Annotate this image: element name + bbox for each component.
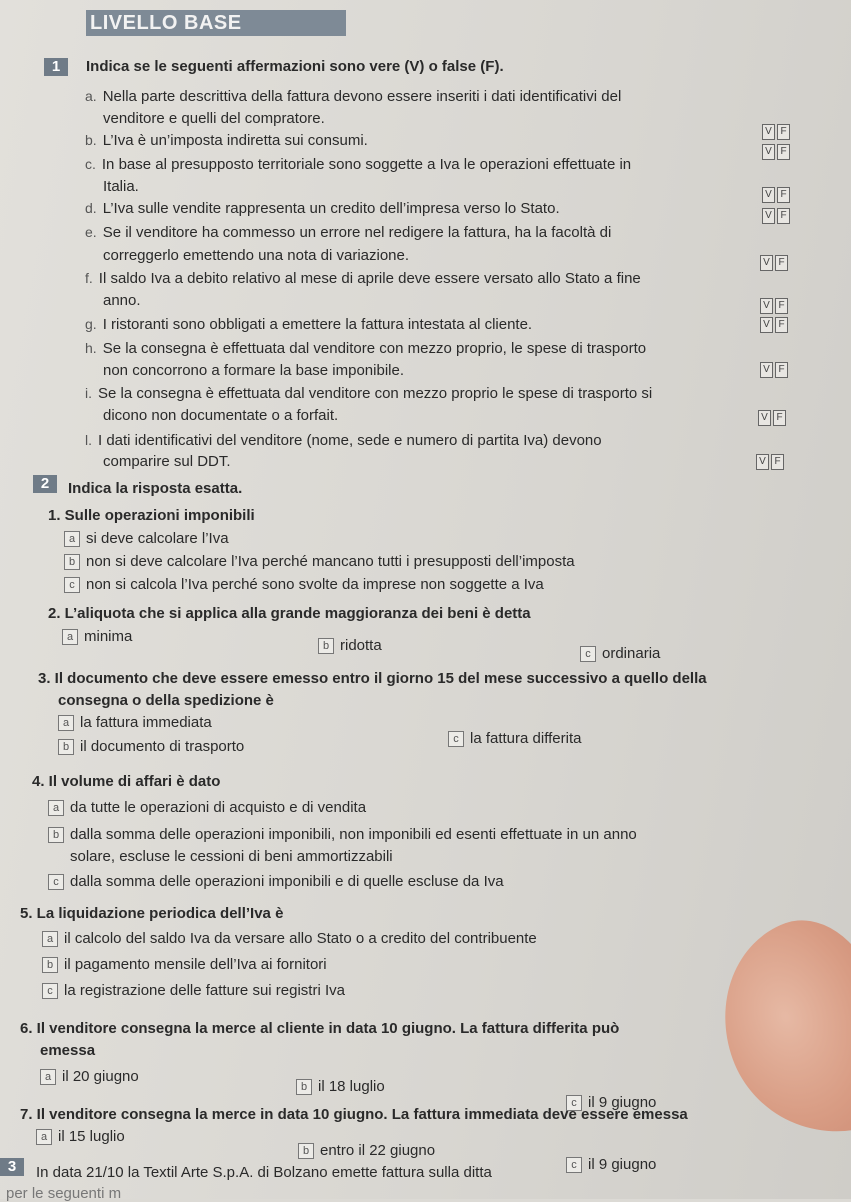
statement-text: L’Iva sulle vendite rappresenta un credito dell’impresa verso lo Stato. <box>102 200 560 217</box>
q7-option-b-text: entro il 22 giugno <box>320 1142 436 1159</box>
section-1-title: Indica se le seguenti affermazioni sono vere (V) o false (F). <box>86 58 504 75</box>
statement-text: anno. <box>103 292 141 309</box>
statement-1-continuation <box>103 110 325 127</box>
q2-option-c[interactable] <box>580 645 660 662</box>
question-6-line-1: 6. Il venditore consegna la merce al cliente in data 10 giugno. La fattura differita può <box>20 1020 620 1037</box>
q3-option-c-text: la fattura differita <box>470 730 582 747</box>
option-c-box: c <box>566 1095 582 1111</box>
statement-text: venditore e quelli del compratore. <box>103 110 325 127</box>
q7-option-b[interactable] <box>298 1142 435 1159</box>
false-box[interactable]: F <box>777 208 790 224</box>
statement-text: correggerlo emettendo una nota di variazione. <box>103 247 410 264</box>
true-false-boxes <box>762 124 790 140</box>
question-7: 7. Il venditore consegna la merce in data 10 giugno. La fattura immediata deve essere emessa <box>20 1106 688 1123</box>
statement-10 <box>85 432 602 449</box>
q5-option-b[interactable] <box>42 956 327 973</box>
q5-option-a-text: il calcolo del saldo Iva da versare allo Stato o a credito del contribuente <box>64 930 537 947</box>
option-b-box: b <box>58 739 74 755</box>
option-a-box: a <box>48 800 64 816</box>
question-2: 2. L’aliquota che si applica alla grande maggioranza dei beni è detta <box>48 605 531 622</box>
true-box[interactable]: V <box>758 410 771 426</box>
option-a-box: a <box>40 1069 56 1085</box>
statement-4 <box>85 200 560 217</box>
q6-option-b[interactable] <box>296 1078 385 1095</box>
q2-option-a-text: minima <box>84 628 133 645</box>
statement-8 <box>85 340 646 357</box>
statement-letter: f. <box>85 270 93 286</box>
statement-letter: a. <box>85 88 97 104</box>
q4-option-a-text: da tutte le operazioni di acquisto e di vendita <box>70 799 367 816</box>
option-b-box: b <box>64 554 80 570</box>
q5-option-c[interactable] <box>42 982 345 999</box>
q4-option-b-continuation: solare, escluse le cessioni di beni ammortizzabili <box>70 848 393 865</box>
statement-text: Se il venditore ha commesso un errore nel redigere la fattura, ha la facoltà di <box>102 224 612 241</box>
option-c-box: c <box>42 983 58 999</box>
true-false-boxes <box>760 362 788 378</box>
true-box[interactable]: V <box>762 208 775 224</box>
true-box[interactable]: V <box>756 454 769 470</box>
option-b-box: b <box>296 1079 312 1095</box>
statement-letter: i. <box>85 385 92 401</box>
q2-option-a[interactable] <box>62 628 132 645</box>
statement-letter: e. <box>85 224 97 240</box>
question-1: 1. Sulle operazioni imponibili <box>48 507 255 524</box>
statement-letter: c. <box>85 156 96 172</box>
false-box[interactable]: F <box>773 410 786 426</box>
question-4: 4. Il volume di affari è dato <box>32 773 221 790</box>
true-box[interactable]: V <box>762 124 775 140</box>
q1-option-a-text: si deve calcolare l’Iva <box>86 530 229 547</box>
section-2-number: 2 <box>33 475 57 493</box>
statement-2 <box>85 132 368 149</box>
statement-text: Se la consegna è effettuata dal venditore con mezzo proprio le spese di trasporto si <box>98 385 653 402</box>
q5-option-b-text: il pagamento mensile dell’Iva ai fornitori <box>64 956 327 973</box>
q6-option-a[interactable] <box>40 1068 139 1085</box>
q2-option-c-text: ordinaria <box>602 645 661 662</box>
option-b-box: b <box>298 1143 314 1159</box>
section-3-line-1: In data 21/10 la Textil Arte S.p.A. di Bolzano emette fattura sulla ditta <box>36 1164 492 1181</box>
false-box[interactable]: F <box>777 144 790 160</box>
true-false-boxes <box>760 255 788 271</box>
true-box[interactable]: V <box>760 362 773 378</box>
statement-text: I dati identificativi del venditore (nome, sede e numero di partita Iva) devono <box>98 432 602 449</box>
false-box[interactable]: F <box>775 317 788 333</box>
q6-option-a-text: il 20 giugno <box>62 1068 139 1085</box>
true-false-boxes <box>760 298 788 314</box>
true-false-boxes <box>762 144 790 160</box>
section-1-number: 1 <box>44 58 68 76</box>
section-3-number: 3 <box>0 1158 24 1176</box>
option-c-box: c <box>48 874 64 890</box>
option-c-box: c <box>566 1157 582 1173</box>
false-box[interactable]: F <box>775 298 788 314</box>
question-3-line-2: consegna o della spedizione è <box>58 692 274 709</box>
statement-text: In base al presupposto territoriale sono soggette a Iva le operazioni effettuate in <box>101 156 632 173</box>
q2-option-b-text: ridotta <box>340 637 382 654</box>
statement-6-continuation <box>103 292 141 309</box>
statement-3-continuation <box>103 178 139 195</box>
statement-5 <box>85 224 611 241</box>
q1-option-c-text: non si calcola l’Iva perché sono svolte da imprese non soggette a Iva <box>86 576 544 593</box>
true-false-boxes <box>760 317 788 333</box>
question-6-line-2: emessa <box>40 1042 96 1059</box>
q3-option-a[interactable] <box>58 714 212 731</box>
statement-9 <box>85 385 652 402</box>
option-c-box: c <box>580 646 596 662</box>
q6-option-b-text: il 18 luglio <box>318 1078 385 1095</box>
q4-option-c-text: dalla somma delle operazioni imponibili e di quelle escluse da Iva <box>70 873 504 890</box>
q3-option-a-text: la fattura immediata <box>80 714 212 731</box>
q5-option-c-text: la registrazione delle fatture sui registri Iva <box>64 982 345 999</box>
q4-option-c[interactable] <box>48 873 504 890</box>
option-b-box: b <box>48 827 64 843</box>
section-2-title: Indica la risposta esatta. <box>68 480 243 497</box>
q4-option-b[interactable] <box>48 826 637 843</box>
option-c-box: c <box>448 731 464 747</box>
q4-option-b-text: dalla somma delle operazioni imponibili, non imponibili ed esenti effettuate in un anno <box>70 826 637 843</box>
statement-text: Il saldo Iva a debito relativo al mese di aprile deve essere versato allo Stato a fine <box>98 270 641 287</box>
false-box[interactable]: F <box>775 362 788 378</box>
q1-option-c[interactable] <box>64 576 544 593</box>
false-box[interactable]: F <box>777 187 790 203</box>
q3-option-b[interactable] <box>58 738 244 755</box>
q4-option-a[interactable] <box>48 799 366 816</box>
q2-option-b[interactable] <box>318 637 382 654</box>
q7-option-c-text: il 9 giugno <box>588 1156 657 1173</box>
statement-letter: b. <box>85 132 97 148</box>
statement-5-continuation <box>103 247 409 264</box>
option-a-box: a <box>62 629 78 645</box>
statement-text: Se la consegna è effettuata dal venditore con mezzo proprio, le spese di trasporto <box>102 340 647 357</box>
statement-text: non concorrono a formare la base imponibile. <box>103 362 405 379</box>
statement-text: L’Iva è un’imposta indiretta sui consumi. <box>102 132 368 149</box>
statement-3 <box>85 156 631 173</box>
q7-option-a-text: il 15 luglio <box>58 1128 125 1145</box>
statement-letter: d. <box>85 200 97 216</box>
true-box[interactable]: V <box>762 187 775 203</box>
true-false-boxes <box>762 187 790 203</box>
statement-text: Nella parte descrittiva della fattura devono essere inseriti i dati identificativi del <box>102 88 622 105</box>
question-5: 5. La liquidazione periodica dell’Iva è <box>20 905 284 922</box>
statement-9-continuation <box>103 407 338 424</box>
option-a-box: a <box>64 531 80 547</box>
q1-option-a[interactable] <box>64 530 229 547</box>
question-3-line-1: 3. Il documento che deve essere emesso entro il giorno 15 del mese successivo a quello della <box>38 670 707 687</box>
option-a-box: a <box>58 715 74 731</box>
statement-1 <box>85 88 621 105</box>
statement-7 <box>85 316 532 333</box>
true-box[interactable]: V <box>762 144 775 160</box>
statement-text: comparire sul DDT. <box>103 453 231 470</box>
option-c-box: c <box>64 577 80 593</box>
option-b-box: b <box>318 638 334 654</box>
q7-option-a[interactable] <box>36 1128 125 1145</box>
q3-option-b-text: il documento di trasporto <box>80 738 245 755</box>
statement-letter: g. <box>85 316 97 332</box>
option-a-box: a <box>36 1129 52 1145</box>
true-box[interactable]: V <box>760 317 773 333</box>
statement-letter: h. <box>85 340 97 356</box>
true-false-boxes <box>758 410 786 426</box>
statement-text: I ristoranti sono obbligati a emettere la fattura intestata al cliente. <box>102 316 533 333</box>
option-a-box: a <box>42 931 58 947</box>
statement-6 <box>85 270 641 287</box>
statement-text: Italia. <box>103 178 139 195</box>
q6-option-c-text: il 9 giugno <box>588 1094 657 1111</box>
level-banner: LIVELLO BASE <box>86 10 346 36</box>
statement-text: dicono non documentate o a forfait. <box>103 407 339 424</box>
q7-option-c[interactable] <box>566 1156 656 1173</box>
true-box[interactable]: V <box>760 255 773 271</box>
q5-option-a[interactable] <box>42 930 537 947</box>
statement-10-continuation <box>103 453 231 470</box>
q1-option-b[interactable] <box>64 553 575 570</box>
false-box[interactable]: F <box>771 454 784 470</box>
false-box[interactable]: F <box>777 124 790 140</box>
true-false-boxes <box>762 208 790 224</box>
statement-8-continuation <box>103 362 404 379</box>
true-false-boxes <box>756 454 784 470</box>
false-box[interactable]: F <box>775 255 788 271</box>
q1-option-b-text: non si deve calcolare l’Iva perché mancano tutti i presupposti dell’imposta <box>86 553 575 570</box>
finger-photo-artifact <box>695 901 851 1162</box>
section-3-line-2: per le seguenti m <box>6 1185 122 1202</box>
q3-option-c[interactable] <box>448 730 581 747</box>
option-b-box: b <box>42 957 58 973</box>
true-box[interactable]: V <box>760 298 773 314</box>
statement-letter: l. <box>85 432 92 448</box>
